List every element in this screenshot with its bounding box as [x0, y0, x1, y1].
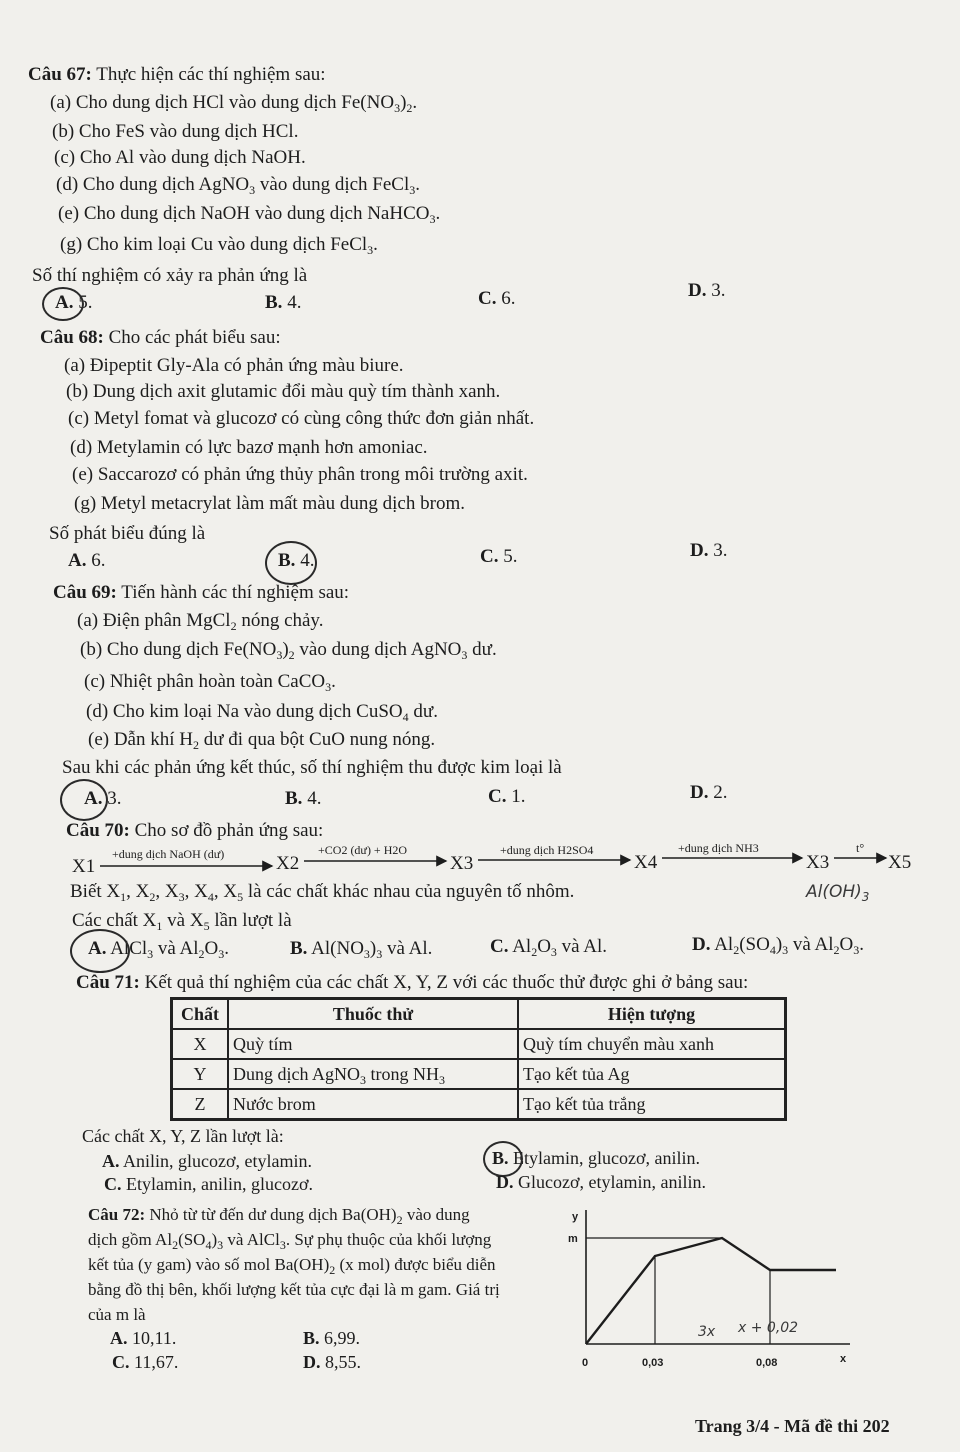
answer-circle-mark [60, 779, 108, 821]
q69-prompt: Tiến hành các thí nghiệm sau: [121, 582, 350, 603]
q68-option-d-text: 3. [713, 540, 728, 561]
table-row [172, 1029, 786, 1059]
q69-option-b-key: B. [285, 788, 303, 809]
q69-item-a: (a) Điện phân MgCl$_2$ nóng chảy. [77, 610, 324, 633]
table-cell: Dung dịch AgNO$_3$ trong $NH_3$ [228, 1059, 518, 1089]
q71-option-b-text: Etylamin, glucozơ, anilin. [513, 1148, 700, 1168]
q67-option-d-key: D. [688, 280, 707, 301]
table-header-cell: Chất [172, 999, 229, 1030]
scheme-arrow-2-label: +CO2 (dư) + H2O [318, 843, 408, 857]
q72-option-a-text: 10,11. [132, 1328, 177, 1348]
q67-option-c[interactable] [478, 287, 515, 311]
q67-option-c-key: C. [478, 288, 497, 309]
q70-prompt: Cho sơ đồ phản ứng sau: [134, 820, 324, 841]
q67-heading [28, 63, 326, 87]
q68-question: Số phát biểu đúng là [49, 523, 206, 544]
table-cell: Quỳ tím chuyển màu xanh [518, 1029, 786, 1059]
scheme-node-x4: X4 [634, 852, 658, 873]
graph-y-label: y [572, 1211, 579, 1223]
q69-question: Sau khi các phản ứng kết thúc, số thí nghiệm thu được kim loại là [62, 757, 562, 778]
q67-item-c: (c) Cho Al vào dung dịch NaOH. [54, 147, 306, 168]
graph-m-label: m [568, 1233, 578, 1245]
scheme-node-x3-again: X3 [806, 852, 830, 873]
q69-option-b-text: 4. [307, 788, 322, 809]
q71-option-c-key: C. [104, 1174, 122, 1194]
q71-option-d-key: D. [496, 1172, 514, 1192]
q68-option-b-key: B. [278, 550, 296, 571]
q72-option-d-text: 8,55. [325, 1352, 361, 1372]
reaction-scheme [60, 840, 920, 882]
graph-x-label: x [840, 1353, 847, 1365]
q67-option-b[interactable] [265, 291, 301, 315]
q68-heading [40, 326, 281, 350]
table-header-cell: Thuốc thử [228, 999, 518, 1030]
q71-option-a-text: Anilin, glucozơ, etylamin. [123, 1151, 312, 1171]
handwritten-note: $Al(OH)_3$ [806, 882, 870, 904]
q72-line-5: của m là [88, 1305, 146, 1324]
q70-option-b-text: $Al(NO_3)_3$ và Al. [311, 938, 433, 961]
q68-option-c-key: C. [480, 546, 499, 567]
q69-option-d-key: D. [690, 782, 709, 803]
q70-option-d[interactable] [692, 933, 864, 957]
q72-line-1 [88, 1202, 500, 1227]
q71-option-d-text: Glucozơ, etylamin, anilin. [518, 1172, 706, 1192]
q69-option-a-text: 3. [107, 788, 122, 809]
q71-option-b-key: B. [492, 1148, 509, 1168]
scheme-arrow-3-label: +dung dịch H2SO4 [500, 843, 594, 857]
q72-option-d[interactable] [303, 1350, 361, 1374]
q71-option-c[interactable] [104, 1172, 313, 1196]
q68-label: Câu 68: [40, 327, 104, 348]
q72-line-2: dịch gồm $Al_2(SO_4)_3$ và AlCl$_3$. Sự phụ thuộc của khối lượng [88, 1230, 492, 1252]
scheme-node-x1: X1 [72, 856, 96, 877]
q68-item-a: (a) Đipeptit Gly-Ala có phản ứng màu biure. [64, 355, 404, 376]
q71-option-b[interactable] [492, 1146, 700, 1170]
q72-text [88, 1202, 500, 1327]
q67-item-d: (d) Cho dung dịch AgNO$_3$ vào dung dịch FeCl$_3$. [56, 174, 421, 197]
q72-line-4: bằng đồ thị bên, khối lượng kết tủa cực đại là m gam. Giá trị [88, 1280, 500, 1299]
table-cell: Tạo kết tủa trắng [518, 1089, 786, 1120]
q72-option-d-key: D. [303, 1352, 321, 1372]
q68-option-d-key: D. [690, 540, 709, 561]
q71-label: Câu 71: [76, 972, 140, 993]
q67-item-e: (e) Cho dung dịch NaOH vào dung dịch NaHCO$_3$. [58, 203, 441, 226]
q67-item-g: (g) Cho kim loại Cu vào dung dịch FeCl$_3$. [60, 234, 378, 257]
answer-circle-mark [42, 287, 84, 321]
q72-option-c[interactable] [112, 1350, 178, 1374]
q71-prompt: Kết quả thí nghiệm của các chất X, Y, Z với các thuốc thử được ghi ở bảng sau: [144, 972, 749, 993]
q68-item-e: (e) Saccarozơ có phản ứng thủy phân trong môi trường axit. [72, 464, 528, 485]
q72-option-b-key: B. [303, 1328, 320, 1348]
q68-option-c[interactable] [480, 545, 517, 569]
q70-option-c-text: $Al_2O_3$ và Al. [512, 936, 608, 959]
q70-option-b[interactable] [290, 937, 432, 961]
q69-option-a-key: A. [84, 788, 103, 809]
q68-item-g: (g) Metyl metacrylat làm mất màu dung dịch brom. [74, 493, 465, 514]
q69-option-c-text: 1. [511, 786, 526, 807]
q72-option-c-key: C. [112, 1352, 130, 1372]
q67-option-d-text: 3. [711, 280, 726, 301]
q71-table [170, 997, 787, 1121]
q69-option-d[interactable] [690, 781, 727, 805]
q68-item-b: (b) Dung dịch axit glutamic đổi màu quỳ tím thành xanh. [66, 381, 501, 402]
table-row [172, 1089, 786, 1120]
q71-question: Các chất X, Y, Z lần lượt là: [82, 1126, 284, 1146]
table-cell: Nước brom [228, 1089, 518, 1120]
q70-option-b-key: B. [290, 938, 308, 959]
scheme-node-x2: X2 [276, 853, 300, 874]
q69-item-c: (c) Nhiệt phân hoàn toàn CaCO$_3$. [84, 671, 336, 694]
q69-heading [53, 581, 349, 605]
q71-option-c-text: Etylamin, anilin, glucozơ. [126, 1174, 313, 1194]
q72-option-b[interactable] [303, 1326, 360, 1350]
q68-option-a-text: 6. [91, 550, 106, 571]
scheme-arrow-1-label: +dung dịch NaOH (dư) [112, 847, 225, 861]
q70-option-c[interactable] [490, 935, 607, 959]
table-cell: Quỳ tím [228, 1029, 518, 1059]
q70-label: Câu 70: [66, 820, 130, 841]
handwritten-note: 3x [698, 1324, 716, 1340]
q70-option-d-text: $Al_2(SO_4)_3$ và $Al_2O_3$. [714, 934, 865, 957]
graph-tick-008: 0,08 [756, 1357, 778, 1369]
handwritten-note: x + 0,02 [738, 1320, 799, 1336]
q72-option-a-key: A. [110, 1328, 128, 1348]
q72-option-b-text: 6,99. [324, 1328, 361, 1348]
table-row [172, 1059, 786, 1089]
q67-label: Câu 67: [28, 64, 92, 85]
table-cell: Tạo kết tủa Ag [518, 1059, 786, 1089]
scheme-arrow-4-label: +dung dịch NH3 [678, 841, 759, 855]
table-header-cell: Hiện tượng [518, 999, 786, 1030]
q68-option-a[interactable] [68, 549, 105, 573]
table-cell: Y [172, 1059, 229, 1089]
q70-option-d-key: D. [692, 934, 711, 955]
q72-line-1-text: Nhỏ từ từ đến dư dung dịch $Ba(OH)_2$ vào dung [149, 1205, 470, 1227]
q72-graph [560, 1206, 860, 1376]
table-header-row [172, 999, 786, 1030]
q68-option-d[interactable] [690, 539, 727, 563]
q68-option-a-key: A. [68, 550, 87, 571]
q67-option-b-text: 4. [287, 292, 302, 313]
q68-option-c-text: 5. [503, 546, 518, 567]
q67-prompt: Thực hiện các thí nghiệm sau: [96, 64, 326, 85]
q69-item-d: (d) Cho kim loại Na vào dung dịch CuSO$_4$ dư. [86, 701, 438, 724]
answer-circle-mark [265, 541, 317, 585]
q68-item-c: (c) Metyl fomat và glucozơ có cùng công thức đơn giản nhất. [68, 408, 535, 429]
q72-option-c-text: 11,67. [134, 1352, 179, 1372]
answer-circle-mark [70, 929, 130, 973]
q68-prompt: Cho các phát biểu sau: [108, 327, 281, 348]
q71-option-d[interactable] [496, 1170, 706, 1194]
q71-option-a-key: A. [102, 1151, 120, 1171]
q70-option-a-key: A. [88, 938, 107, 959]
q70-note: Biết $X_1$, $X_2$, $X_3$, $X_4$, $X_5$ là các chất khác nhau của nguyên tố nhôm. [70, 881, 575, 904]
q68-option-b-text: 4. [300, 550, 315, 571]
q70-question: Các chất $X_1$ và $X_5$ lần lượt là [72, 910, 292, 933]
q72-line-3: kết tủa (y gam) vào số mol $Ba(OH)_2$ (x mol) được biểu diễn [88, 1255, 496, 1277]
scheme-node-x5: X5 [888, 852, 912, 873]
q69-item-b: (b) Cho dung dịch $Fe(NO_3)_2$ vào dung dịch AgNO$_3$ dư. [80, 639, 497, 662]
q70-option-c-key: C. [490, 936, 509, 957]
q67-option-c-text: 6. [501, 288, 516, 309]
page-footer: Trang 3/4 - Mã đề thi 202 [695, 1416, 890, 1436]
scheme-node-x3: X3 [450, 853, 474, 874]
table-cell: Z [172, 1089, 229, 1120]
q72-option-a[interactable] [110, 1326, 176, 1350]
graph-tick-003: 0,03 [642, 1357, 664, 1369]
table-cell: X [172, 1029, 229, 1059]
scheme-arrow-5-label: t° [856, 841, 865, 855]
q67-item-b: (b) Cho FeS vào dung dịch HCl. [52, 121, 299, 142]
q70-option-a-text: AlCl$_3$ và $Al_2O_3$. [110, 938, 230, 961]
q69-option-c-key: C. [488, 786, 507, 807]
q69-option-c[interactable] [488, 785, 525, 809]
q68-item-d: (d) Metylamin có lực bazơ mạnh hơn amoniac. [70, 437, 428, 458]
q67-question: Số thí nghiệm có xảy ra phản ứng là [32, 265, 308, 286]
q69-option-b[interactable] [285, 787, 321, 811]
q67-option-a-key: A. [55, 292, 74, 313]
q72-label: Câu 72: [88, 1205, 146, 1224]
graph-origin-label: 0 [582, 1357, 589, 1369]
q69-item-e: (e) Dẫn khí $H_2$ dư đi qua bột CuO nung nóng. [88, 729, 436, 752]
q69-option-d-text: 2. [713, 782, 728, 803]
q71-option-a[interactable] [102, 1149, 312, 1173]
q67-option-d[interactable] [688, 279, 725, 303]
q67-item-a: (a) Cho dung dịch HCl vào dung dịch $Fe(NO_3)_2$. [50, 92, 418, 115]
q67-option-b-key: B. [265, 292, 283, 313]
q71-heading [76, 971, 748, 995]
q67-option-a-text: 5. [78, 292, 93, 313]
q69-label: Câu 69: [53, 582, 117, 603]
